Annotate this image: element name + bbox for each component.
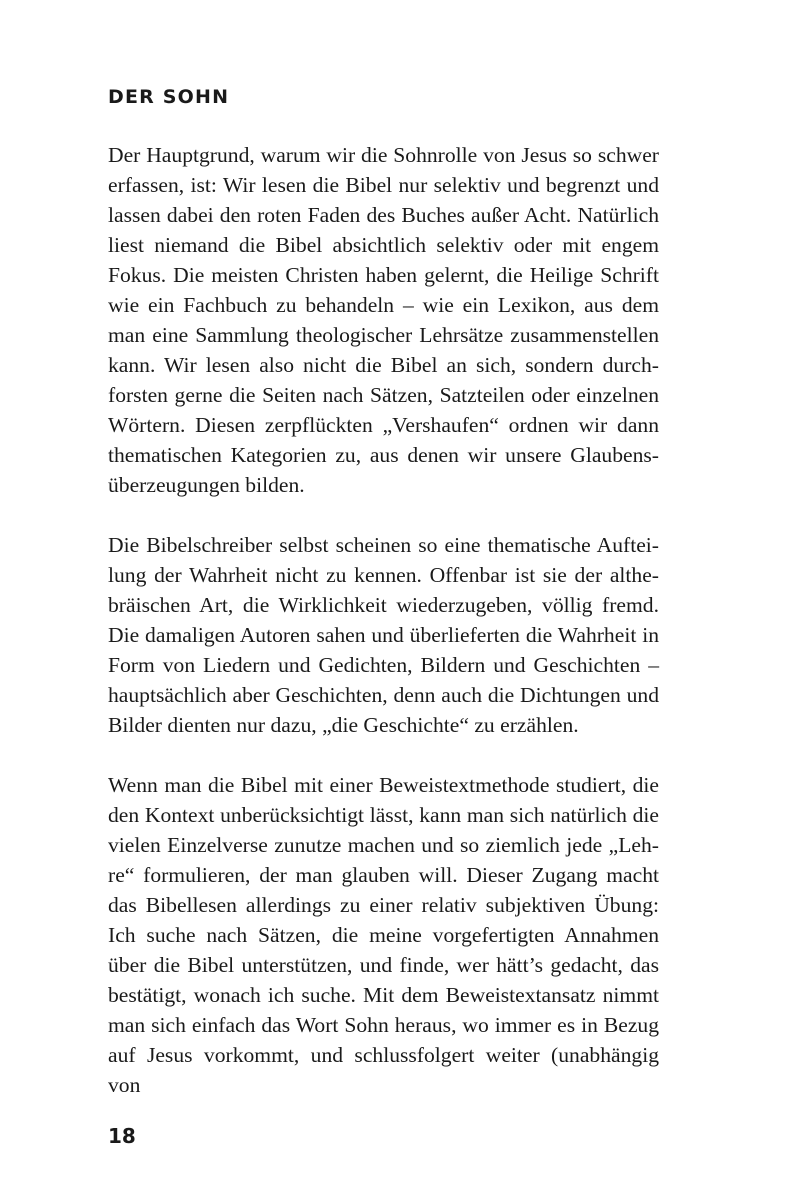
paragraph: Der Hauptgrund, warum wir die Sohnrolle von Jesus so schwer erfassen, ist: Wir lesen die Bibel nur selektiv und begrenzt und lassen dabei den roten Faden des Buches außer Acht. Natürlich liest niemand die Bibel absichtlich selektiv oder mit engem Fokus. Die meisten Christen haben gelernt, die Heilige Schrift wie ein Fachbuch zu behandeln – wie ein Lexikon, aus dem man eine Sammlung theologischer Lehrsätze zusammenstellen kann. Wir lesen also nicht die Bibel an sich, sondern durchforsten gerne die Seiten nach Sätzen, Satzteilen oder einzelnen Wörtern. Diesen zerpflückten „Vershaufen“ ordnen wir dann thematischen Kategorien zu, aus denen wir unsere Glaubensüberzeugungen bilden.: [108, 143, 659, 497]
page-number: 18: [108, 1124, 136, 1148]
paragraph: Wenn man die Bibel mit einer Beweistextmethode studiert, die den Kontext unberücksichtigt lässt, kann man sich natürlich die vielen Einzelverse zunutze machen und so ziemlich jede „Lehre“ formulieren, der man glauben will. Dieser Zugang macht das Bibellesen allerdings zu einer relativ subjektiven Übung: Ich suche nach Sätzen, die meine vorgefertigten Annahmen über die Bibel unterstützen, und finde, wer hätt’s gedacht, das bestätigt, wonach ich suche. Mit dem Beweistextansatz nimmt man sich einfach das Wort Sohn heraus, wo immer es in Bezug auf Jesus vorkommt, und schlussfolgert weiter (unabhängig von: [108, 773, 659, 1097]
body-text: [108, 140, 659, 1130]
running-head-title: DER SOHN: [108, 86, 230, 108]
paragraph: Die Bibelschreiber selbst scheinen so eine thematische Aufteilung der Wahrheit nicht zu kennen. Offenbar ist sie der althebräischen Art, die Wirklichkeit wiederzugeben, völlig fremd. Die damaligen Autoren sahen und überlieferten die Wahrheit in Form von Liedern und Gedichten, Bildern und Geschichten – hauptsächlich aber Geschichten, denn auch die Dichtungen und Bilder dienten nur dazu, „die Geschichte“ zu erzählen.: [108, 533, 659, 737]
